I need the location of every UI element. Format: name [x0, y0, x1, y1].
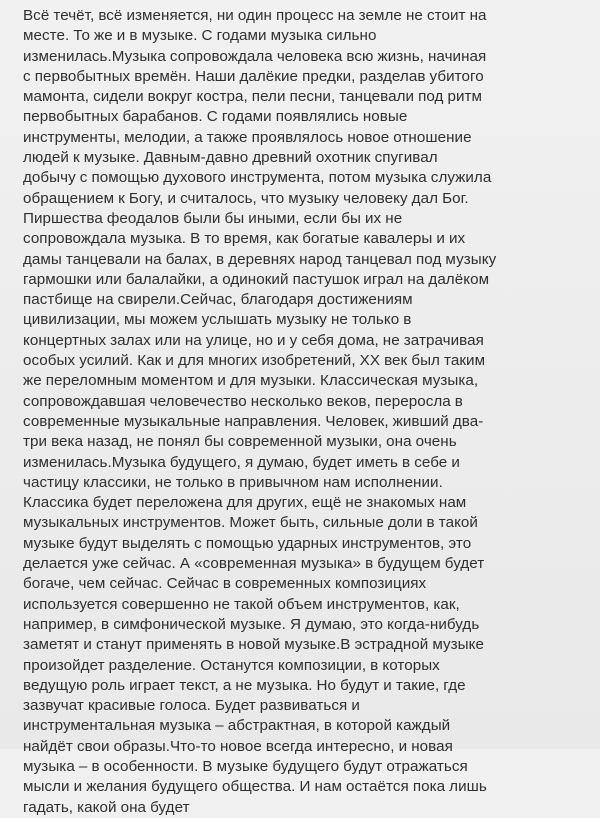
- text-line: частицу классики, не только в привычном нам исполнении.: [23, 473, 443, 491]
- text-line: гадать, какой она будет: [23, 798, 190, 816]
- text-line: дамы танцевали на балах, в деревнях народ танцевал под музыку: [23, 250, 497, 268]
- text-line: добычу с помощью духового инструмента, потом музыка служила: [23, 169, 492, 187]
- text-line: изменилась.Музыка будущего, я думаю, будет иметь в себе и: [23, 453, 460, 471]
- text-line: с первобытных времён. Наши далёкие предки, разделав убитого: [23, 67, 484, 85]
- text-line: концертных залах или на улице, но и у себя дома, не затрачивая: [23, 331, 484, 349]
- text-line: гармошки или балалайки, а одинокий пастушок играл на далёком: [23, 270, 490, 288]
- text-line: музыке будут выделять с помощью ударных инструментов, это: [23, 534, 472, 552]
- text-line: особых усилий. Как и для многих изобретений, XX век был таким: [23, 352, 486, 370]
- text-line: месте. То же и в музыке. С годами музыка сильно: [23, 27, 377, 45]
- text-line: первобытных барабанов. С годами появлялись новые: [23, 108, 408, 126]
- text-line: заметят и станут применять в новой музыке.В эстрадной музыке: [23, 636, 484, 654]
- text-line: найдёт свои образы.Что-то новое всегда интересно, и новая: [23, 737, 453, 755]
- text-line: мамонта, сидели вокруг костра, пели песни, танцевали под ритм: [23, 88, 483, 106]
- text-line: Пиршества феодалов были бы иными, если бы их не: [23, 209, 403, 227]
- text-line: ведущую роль играет текст, а не музыка. Но будут и такие, где: [23, 676, 466, 694]
- text-line: делается уже сейчас. А «современная музыка» в будущем будет: [23, 555, 485, 573]
- text-line: инструменты, мелодии, а также проявлялось новое отношение: [23, 128, 472, 146]
- text-line: произойдет разделение. Останутся композиции, в которых: [23, 656, 440, 674]
- text-line: цивилизации, мы можем услышать музыку не только в: [23, 311, 412, 329]
- text-line: же переломным моментом и для музыки. Классическая музыка,: [23, 372, 479, 390]
- text-line: музыкальных инструментов. Может быть, сильные доли в такой: [23, 514, 478, 532]
- text-line: используется совершенно не такой объем инструментов, как,: [23, 595, 460, 613]
- text-line: зазвучат красивые голоса. Будет развиваться и: [23, 697, 360, 715]
- text-line: Классика будет переложена для других, ещё не знакомых нам: [23, 494, 467, 512]
- text-line: богаче, чем сейчас. Сейчас в современных композициях: [23, 575, 427, 593]
- text-line: обращением к Богу, и считалось, что музыку человеку дал Бог.: [23, 189, 469, 207]
- essay-text: [23, 6, 592, 818]
- text-line: людей к музыке. Давным-давно древний охотник спугивал: [23, 149, 438, 167]
- text-line: мысли и желания будущего общества. И нам остаётся пока лишь: [23, 778, 487, 796]
- text-line: пастбище на свирели.Сейчас, благодаря достижениям: [23, 291, 413, 309]
- text-line: музыка – в особенности. В музыке будущего будут отражаться: [23, 757, 468, 775]
- text-line: сопровождавшая человечество несколько веков, переросла в: [23, 392, 463, 410]
- text-line: например, в симфонической музыке. Я думаю, это когда-нибудь: [23, 615, 480, 633]
- text-line: изменилась.Музыка сопровождала человека всю жизнь, начиная: [23, 47, 487, 65]
- text-line: три века назад, не понял бы современной музыки, она очень: [23, 433, 457, 451]
- text-line: Всё течёт, всё изменяется, ни один процесс на земле не стоит на: [23, 7, 487, 24]
- text-line: современные музыкальные направления. Человек, живший два-: [23, 412, 484, 430]
- text-line: инструментальная музыка – абстрактная, в которой каждый: [23, 717, 451, 735]
- text-line: сопровождала музыка. В то время, как богатые кавалеры и их: [23, 230, 466, 248]
